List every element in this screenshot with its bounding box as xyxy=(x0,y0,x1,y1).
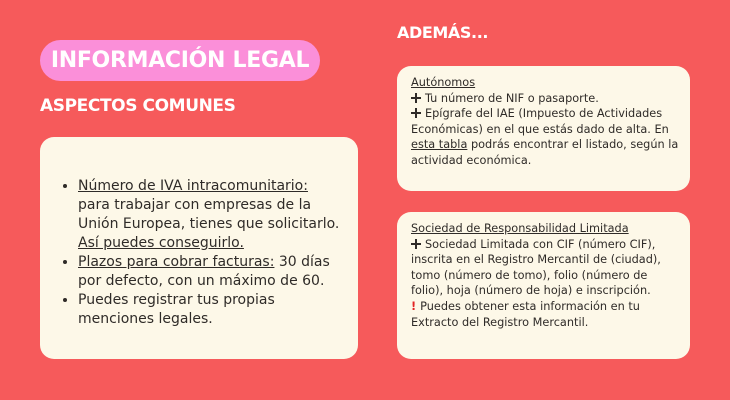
list-item-payment-terms xyxy=(78,253,344,291)
plus-icon xyxy=(411,239,421,249)
list-item-legal-mentions xyxy=(78,291,344,329)
srl-item-cif-text: Sociedad Limitada con CIF (número CIF), inscrita en el Registro Mercantil de (ciudad), tomo (número de tomo), folio (número de folio), hoja (número de hoja) e inscripción. xyxy=(411,237,661,298)
legal-mentions-text: Puedes registrar tus propias menciones legales. xyxy=(78,292,275,327)
vat-text: para trabajar con empresas de la Unión Europea, tienes que solicitarlo. xyxy=(78,197,340,232)
srl-note-text: Puedes obtener esta información en tu Extracto del Registro Mercantil. xyxy=(411,299,640,329)
plus-icon xyxy=(411,108,421,118)
page-title: INFORMACIÓN LEGAL xyxy=(40,40,320,81)
common-aspects-card xyxy=(40,137,358,359)
autonomos-title: Autónomos xyxy=(411,76,476,89)
srl-title: Sociedad de Responsabilidad Limitada xyxy=(411,222,629,235)
common-aspects-list xyxy=(62,177,344,329)
vat-link[interactable]: Número de IVA intracomunitario: xyxy=(78,178,308,194)
payment-terms-link[interactable]: Plazos para cobrar facturas: xyxy=(78,254,275,270)
vat-howto-link[interactable]: Así puedes conseguirlo. xyxy=(78,235,244,251)
section-heading-more: ADEMÁS... xyxy=(397,23,489,42)
iae-table-link[interactable]: esta tabla xyxy=(411,138,468,152)
srl-note xyxy=(411,299,680,330)
autonomos-item-iae-text-a: Epígrafe del IAE (Impuesto de Actividades Económicas) en el que estás dado de alta. En xyxy=(411,107,669,136)
list-item-vat xyxy=(78,177,344,253)
section-heading-common: ASPECTOS COMUNES xyxy=(40,96,236,116)
autonomos-card xyxy=(397,66,690,191)
plus-icon xyxy=(411,93,421,103)
autonomos-item-iae xyxy=(411,106,680,168)
autonomos-item-nif-text: Tu número de NIF o pasaporte. xyxy=(425,91,599,105)
payment-terms-text: 30 días por defecto, con un máximo de 60. xyxy=(78,254,330,289)
srl-card xyxy=(397,212,690,359)
srl-item-cif xyxy=(411,237,680,299)
autonomos-item-iae-text-b: podrás encontrar el listado, según la actividad económica. xyxy=(411,138,679,167)
exclamation-icon: ! xyxy=(411,299,417,313)
autonomos-item-nif xyxy=(411,91,680,107)
